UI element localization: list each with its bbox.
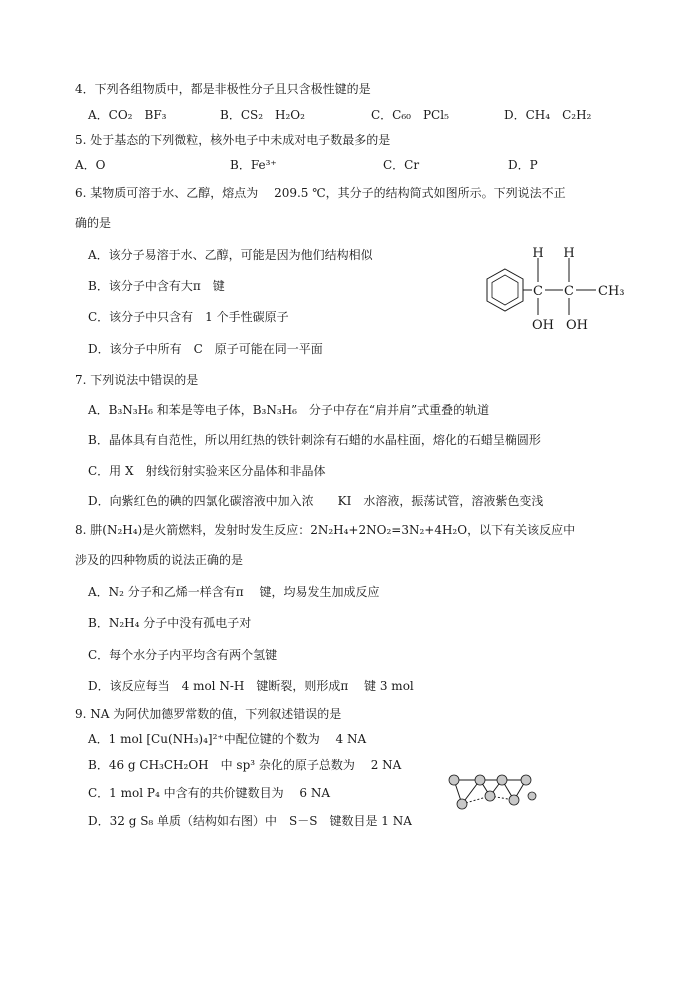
q6-option-b: B．该分子中含有大π 键: [88, 279, 225, 293]
q8-option-b: B．N₂H₄ 分子中没有孤电子对: [88, 616, 252, 630]
q6-option-d: D．该分子中所有 C 原子可能在同一平面: [88, 342, 323, 356]
q9-option-c: C．1 mol P₄ 中含有的共价键数目为 6 NA: [88, 786, 331, 800]
q7-option-a: A．B₃N₃H₆ 和苯是等电子体，B₃N₃H₆ 分子中存在“肩并肩”式重叠的轨道: [88, 403, 490, 417]
q9-option-d: D．32 g S₈ 单质（结构如右图）中 S－S 键数目是 1 NA: [88, 814, 412, 828]
s8-atom: [528, 792, 536, 800]
s8-atom: [509, 795, 519, 805]
q4-option-c: C．C₆₀ PCl₅: [371, 108, 449, 122]
question-8-stem-line-2: 涉及的四种物质的说法正确的是: [75, 553, 244, 567]
question-8-stem-line-1: 8. 肼(N₂H₄)是火箭燃料，发射时发生反应：2N₂H₄+2NO₂=3N₂+4H₂O，以下有关该反应中: [75, 523, 576, 537]
q4-option-d: D．CH₄ C₂H₂: [504, 108, 592, 122]
q7-option-c: C．用 X 射线衍射实验来区分晶体和非晶体: [88, 464, 326, 478]
label-h-left: H: [532, 246, 544, 261]
q4-option-a: A．CO₂ BF₃: [88, 108, 167, 122]
s8-atom: [457, 799, 467, 809]
label-oh-right: OH: [566, 318, 588, 333]
q9-option-b: B．46 g CH₃CH₂OH 中 sp³ 杂化的原子总数为 2 NA: [88, 758, 402, 772]
q8-option-d: D．该反应每当 4 mol N-H 键断裂，则形成π 键 3 mol: [88, 679, 414, 693]
label-ch3: CH₃: [598, 284, 625, 299]
q7-option-d: D．向紫红色的碘的四氯化碳溶液中加入浓 KI 水溶液，振荡试管，溶液紫色变浅: [88, 494, 544, 508]
q7-option-b: B．晶体具有自范性，所以用红热的铁针刺涂有石蜡的水晶柱面，熔化的石蜡呈椭圆形: [88, 433, 541, 447]
label-c-left: C: [533, 284, 543, 299]
question-5-options: [75, 158, 575, 172]
benzene-inner-ring: [492, 275, 518, 305]
q9-option-a: A．1 mol [Cu(NH₃)₄]²⁺中配位键的个数为 4 NA: [88, 732, 367, 746]
q5-option-a: A．O: [75, 158, 106, 172]
question-4-options: [88, 108, 648, 122]
label-c-right: C: [564, 284, 574, 299]
question-5-stem: 5. 处于基态的下列微粒，核外电子中未成对电子数最多的是: [75, 133, 391, 147]
q8-option-a: A．N₂ 分子和乙烯一样含有π 键，均易发生加成反应: [88, 585, 380, 599]
s8-structure-diagram: [442, 770, 542, 816]
question-4-stem: 4．下列各组物质中，都是非极性分子且只含极性键的是: [75, 82, 371, 96]
question-7-stem: 7. 下列说法中错误的是: [75, 373, 199, 387]
q6-option-a: A．该分子易溶于水、乙醇，可能是因为他们结构相似: [88, 248, 373, 262]
label-h-right: H: [563, 246, 575, 261]
s8-atom: [449, 775, 459, 785]
question-9-stem: 9. NA 为阿伏加德罗常数的值，下列叙述错误的是: [75, 707, 342, 721]
s8-atom: [497, 775, 507, 785]
q6-structure-diagram: [455, 245, 645, 340]
label-oh-left: OH: [532, 318, 554, 333]
s8-atom: [485, 791, 495, 801]
q6-option-c: C．该分子中只含有 1 个手性碳原子: [88, 310, 289, 324]
s8-atom: [475, 775, 485, 785]
q4-option-b: B．CS₂ H₂O₂: [220, 108, 305, 122]
q5-option-d: D．P: [508, 158, 538, 172]
question-6-stem-line-1: 6. 某物质可溶于水、乙醇，熔点为 209.5 ℃，其分子的结构简式如图所示。下列说法不正: [75, 186, 566, 200]
q5-option-c: C．Cr: [383, 158, 420, 172]
s8-atom: [521, 775, 531, 785]
question-6-stem-line-2: 确的是: [75, 216, 112, 230]
q5-option-b: B．Fe³⁺: [230, 158, 277, 172]
q8-option-c: C．每个水分子内平均含有两个氢键: [88, 648, 278, 662]
